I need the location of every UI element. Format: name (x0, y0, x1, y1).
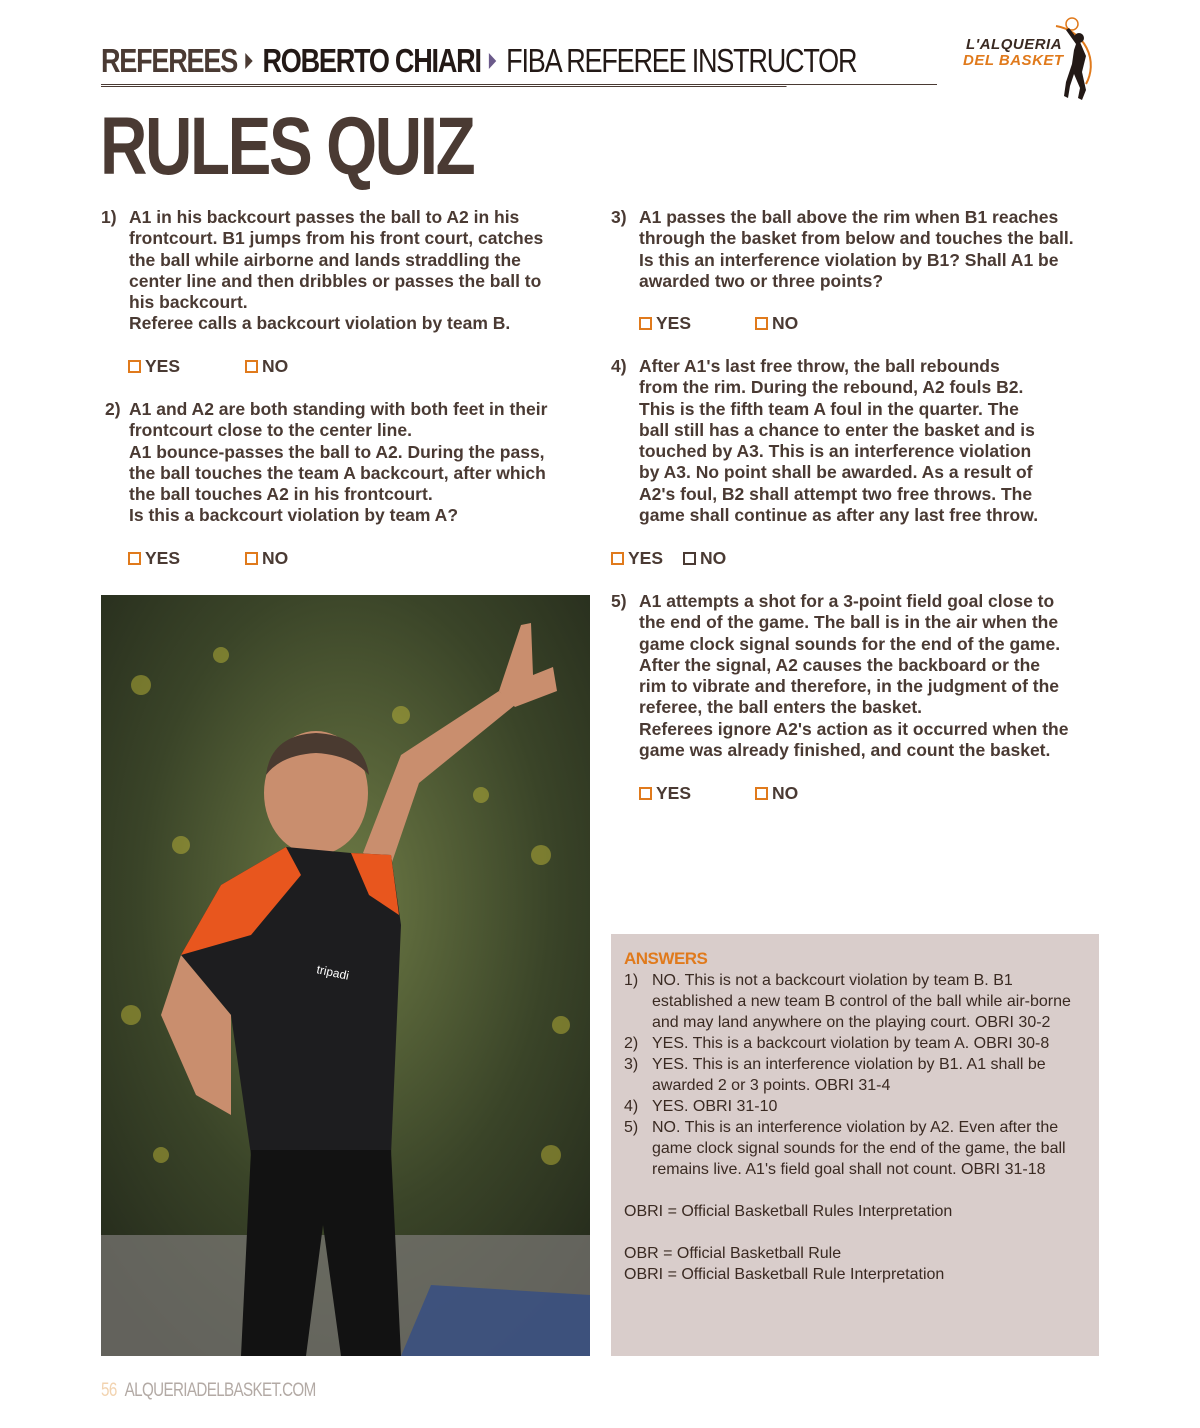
checkbox-icon[interactable] (245, 552, 258, 565)
answer-item (624, 1117, 1085, 1180)
question-text: A1 passes the ball above the rim when B1 reaches through the basket from below and touches the ball. Is this an interference violation by B1? Shall A1 be awarded two or three points? (639, 207, 1074, 291)
answer-text: YES. This is an interference violation by B1. A1 shall be awarded 2 or 3 points. OBRI 31-4 (652, 1056, 1046, 1094)
checkbox-icon[interactable] (755, 787, 768, 800)
breadcrumb (101, 40, 857, 87)
question-4 (611, 356, 1101, 526)
footer-site-link[interactable]: ALQUERIADELBASKET.COM (124, 1380, 316, 1401)
breadcrumb-item-author[interactable]: ROBERTO CHIARI (262, 42, 481, 80)
page-number: 56 (101, 1380, 117, 1401)
question-number: 1) (101, 207, 117, 227)
question-5-yes-option[interactable] (639, 783, 691, 804)
question-text: A1 and A2 are both standing with both feet in their frontcourt close to the center line. A1 bounce-passes the ball to A2. During the pass, the ball touches the team A backcourt, after which the ball touches A2 in his frontcourt. Is this a backcourt violation by team A? (129, 399, 548, 526)
answer-item (624, 1054, 1085, 1096)
checkbox-icon[interactable] (755, 317, 768, 330)
option-label: YES (145, 548, 181, 568)
header-divider (101, 84, 937, 85)
answer-number: 1) (624, 972, 639, 989)
checkbox-icon[interactable] (639, 317, 652, 330)
breadcrumb-item-referees[interactable]: REFEREES (101, 42, 238, 80)
question-number: 4) (611, 356, 627, 376)
question-text: A1 in his backcourt passes the ball to A2 in his frontcourt. B1 jumps from his front court, catches the ball while airborne and lands straddling the center line and then dribbles or passes the ball to his backcourt. Referee calls a backcourt violation by team B. (129, 207, 544, 334)
question-4-yes-option[interactable] (611, 548, 663, 569)
option-label: NO (700, 548, 727, 568)
option-label: YES (656, 313, 692, 333)
jersey-logo-text: tripadi (315, 962, 351, 983)
question-number: 5) (611, 591, 627, 611)
option-label: YES (656, 783, 692, 803)
option-label: YES (628, 548, 664, 568)
answer-number: 4) (624, 1098, 639, 1115)
question-2 (105, 399, 585, 527)
checkbox-icon[interactable] (128, 360, 141, 373)
option-label: NO (772, 783, 799, 803)
answers-title: ANSWERS (624, 949, 708, 968)
question-3 (611, 207, 1101, 292)
question-5-no-option[interactable] (755, 783, 798, 804)
answer-text: NO. This is not a backcourt violation by team B. B1 established a new team B control of the ball while air-borne and may land anywhere on the playing court. OBRI 30-2 (652, 972, 1071, 1031)
logo-text-line2: DEL BASKET (963, 52, 1064, 69)
answers-note-obri-2: OBRI = Official Basketball Rule Interpretation (624, 1266, 945, 1283)
question-number: 2) (105, 399, 121, 419)
answer-item (624, 1033, 1085, 1054)
answer-text: NO. This is an interference violation by A2. Even after the game clock signal sounds for the end of the game, the ball remains live. A1's field goal shall not count. OBRI 31-18 (652, 1119, 1066, 1178)
checkbox-icon[interactable] (128, 552, 141, 565)
option-label: NO (262, 548, 289, 568)
referee-illustration (101, 595, 590, 1356)
checkbox-icon[interactable] (611, 552, 624, 565)
logo[interactable] (958, 12, 1098, 104)
question-2-no-option[interactable] (245, 548, 288, 569)
option-label: YES (145, 356, 181, 376)
page-title: RULES QUIZ (100, 101, 474, 192)
logo-text-line1: L'ALQUERIA (966, 36, 1063, 53)
checkbox-icon[interactable] (245, 360, 258, 373)
question-4-no-option[interactable] (683, 548, 726, 569)
option-label: NO (262, 356, 289, 376)
question-3-no-option[interactable] (755, 313, 798, 334)
question-1-yes-option[interactable] (128, 356, 180, 377)
question-1 (101, 207, 581, 335)
question-1-no-option[interactable] (245, 356, 288, 377)
breadcrumb-arrow-icon (489, 53, 496, 69)
question-number: 3) (611, 207, 627, 227)
answer-item (624, 1096, 1085, 1117)
answers-panel (611, 934, 1099, 1356)
breadcrumb-arrow-icon (245, 53, 252, 69)
referee-photo (101, 595, 590, 1356)
answer-number: 2) (624, 1035, 639, 1052)
question-2-yes-option[interactable] (128, 548, 180, 569)
answer-text: YES. OBRI 31-10 (652, 1098, 778, 1115)
answer-text: YES. This is a backcourt violation by team A. OBRI 30-8 (652, 1035, 1050, 1052)
breadcrumb-item-role[interactable]: FIBA REFEREE INSTRUCTOR (506, 42, 857, 80)
question-text: After A1's last free throw, the ball rebounds from the rim. During the rebound, A2 fouls B2. This is the fifth team A foul in the quarter. The ball still has a chance to enter the basket and is touched by A3. This is an interference violation by A3. No point shall be awarded. As a result of A2's foul, B2 shall attempt two free throws. The game shall continue as after any last free throw. (639, 356, 1039, 526)
answer-item (624, 970, 1085, 1033)
question-5 (611, 591, 1101, 761)
answer-number: 5) (624, 1119, 639, 1136)
question-3-yes-option[interactable] (639, 313, 691, 334)
page-footer (101, 1380, 316, 1402)
checkbox-icon[interactable] (683, 552, 696, 565)
question-text: A1 attempts a shot for a 3-point field goal close to the end of the game. The ball is in the air when the game clock signal sounds for the end of the game. After the signal, A2 causes the backboard or the rim to vibrate and therefore, in the judgment of the referee, the ball enters the basket. Referees ignore A2's action as it occurred when the game was already finished, and count the basket. (639, 591, 1069, 761)
answers-note-obr: OBR = Official Basketball Rule (624, 1245, 842, 1262)
option-label: NO (772, 313, 799, 333)
checkbox-icon[interactable] (639, 787, 652, 800)
answer-number: 3) (624, 1056, 639, 1073)
answers-list (624, 970, 1085, 1180)
answers-note-obri: OBRI = Official Basketball Rules Interpretation (624, 1203, 953, 1220)
